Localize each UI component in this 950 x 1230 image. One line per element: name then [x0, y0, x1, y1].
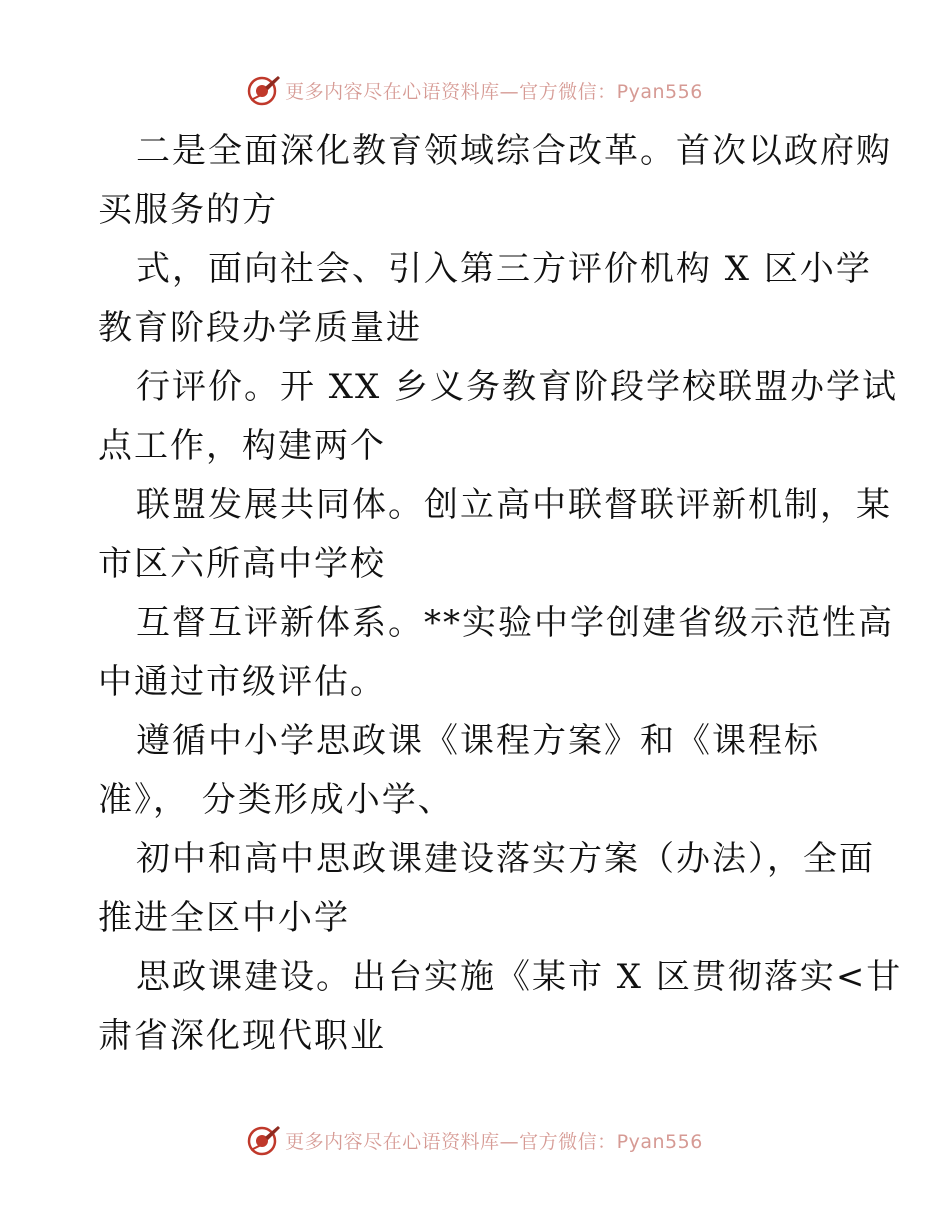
paragraph-line: 肃省深化现代职业 [98, 1016, 386, 1056]
paragraph-line: 行评价。开 XX 乡义务教育阶段学校联盟办学试 [136, 367, 899, 407]
pen-logo-icon [247, 1123, 281, 1157]
header-banner-text: 更多内容尽在心语资料库—官方微信：Pyan556 [285, 80, 703, 103]
footer-banner-text: 更多内容尽在心语资料库—官方微信：Pyan556 [285, 1130, 703, 1153]
paragraph-line: 互督互评新体系。**实验中学创建省级示范性高 [136, 603, 894, 643]
paragraph-line: 遵循中小学思政课《课程方案》和《课程标 [136, 721, 820, 761]
paragraph-line: 联盟发展共同体。创立高中联督联评新机制，某 [136, 485, 892, 525]
paragraph-line: 准》， 分类形成小学、 [98, 780, 454, 820]
paragraph-line: 式，面向社会、引入第三方评价机构 X 区小学 [136, 249, 872, 289]
paragraph-line: 中通过市级评估。 [98, 662, 386, 702]
document-body [98, 122, 903, 1066]
paragraph-line: 推进全区中小学 [98, 898, 350, 938]
paragraph-line: 初中和高中思政课建设落实方案（办法），全面 [136, 839, 875, 879]
paragraph-line: 教育阶段办学质量进 [98, 308, 422, 348]
pen-logo-icon [247, 73, 281, 107]
header-banner [0, 72, 950, 108]
paragraph-line: 二是全面深化教育领域综合改革。首次以政府购 [136, 131, 892, 171]
paragraph-line: 点工作，构建两个 [98, 426, 386, 466]
paragraph-line: 思政课建设。出台实施《某市 X 区贯彻落实<甘 [136, 957, 903, 997]
paragraph-line: 市区六所高中学校 [98, 544, 386, 584]
footer-banner [0, 1122, 950, 1158]
paragraph-line: 买服务的方 [98, 190, 278, 230]
